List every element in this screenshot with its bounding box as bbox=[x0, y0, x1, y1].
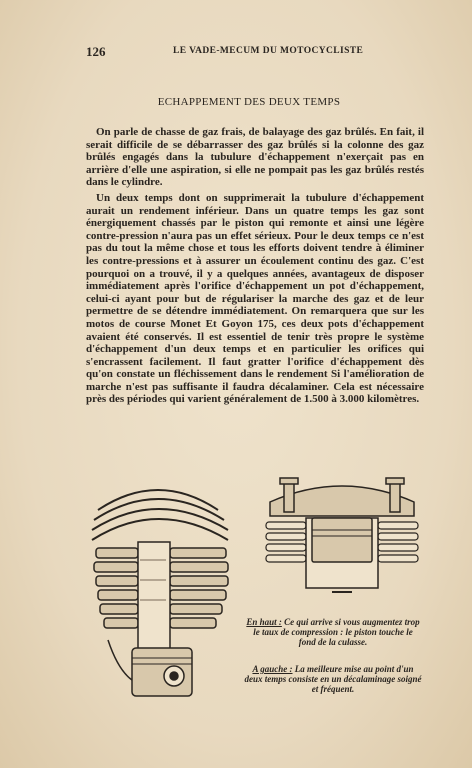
cylinder-bore bbox=[138, 542, 170, 662]
running-title: LE VADE-MECUM DU MOTOCYCLISTE bbox=[173, 46, 364, 56]
caption-text: La meilleure mise au point d'un deux temps consiste en un décalaminage soigné et fréquent. bbox=[244, 664, 422, 694]
piston-crown bbox=[306, 518, 378, 592]
cylinder-cutaway-illustration bbox=[78, 470, 238, 720]
cylinder-head-fins bbox=[92, 490, 228, 540]
body-text bbox=[86, 126, 424, 409]
section-title: ECHAPPEMENT DES DEUX TEMPS bbox=[157, 96, 341, 108]
caption-lead: A gauche : bbox=[252, 664, 293, 674]
paragraph: On parle de chasse de gaz frais, de balayage des gaz brûlés. En fait, il serait difficile de se débarrasser des gaz brûlés si la colonne des gaz brûlés engagés dans la tubulure d'échappement n'exerçait pas en arrière d'elle une aspiration, si elle ne pompait pas les gaz brûlés restés dans le cylindre. bbox=[86, 126, 424, 189]
page-number: 126 bbox=[86, 44, 106, 59]
cylinder-head bbox=[270, 478, 414, 516]
caption-text: Ce qui arrive si vous augmentez trop le taux de compression : le piston touche le fond de la culasse. bbox=[253, 617, 420, 647]
caption-top-figure bbox=[244, 617, 422, 647]
caption-lead: En haut : bbox=[246, 617, 282, 627]
piston-hitting-head-illustration bbox=[262, 472, 422, 598]
paragraph: Un deux temps dont on supprimerait la tubulure d'échappement aurait un rendement inférieur. Dans un quatre temps les gaz sont énergiquement chassés par le piston qui remonte et ainsi une légère contre-pression n'aura pas un effet sérieux. Pour le deux temps ce n'est pas du tout la même chose et tous les efforts doivent tendre à éliminer les contre-pressions et à assurer un écoulement continu des gaz. C'est pourquoi on a trouvé, il y a quelques années, avantageux de disposer immédiatement après l'orifice d'échappement un pot d'échappement, celui-ci ayant pour but de régulariser la marche des gaz et de leur permettre de se détendre immédiatement. On remarquera que sur les motos de course Monet Et Goyon 175, ces deux pots d'échappement avaient été conservés. Il est essentiel de tenir très propre le système d'échappement d'un deux temps et en particulier les orifices qui s'encrassent facilement. Il faut gratter l'orifice d'échappement dès qu'on constate un fléchissement dans le rendement Si l'amélioration de marche n'est pas suffisante il faudra décalaminer. Cela est nécessaire près des périodes qui varient généralement de 1.500 à 3.000 kilomètres. bbox=[86, 191, 424, 406]
piston bbox=[132, 648, 192, 696]
caption-left-figure bbox=[244, 664, 422, 694]
page-header bbox=[86, 44, 412, 58]
